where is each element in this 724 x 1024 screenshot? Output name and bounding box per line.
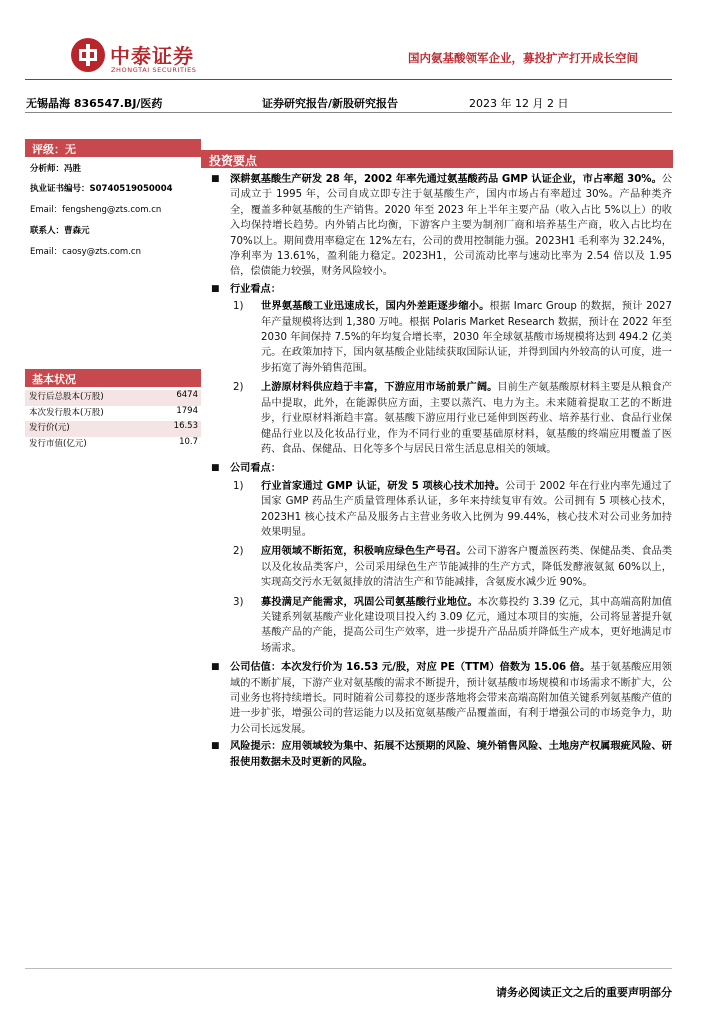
logo-text-cn: 中泰证券: [110, 44, 194, 68]
basic-info-table: [25, 390, 201, 452]
analyst-label: 分析师：: [30, 164, 65, 174]
company-logo-icon: [71, 38, 105, 72]
info-divider: [25, 112, 672, 113]
license-label: 执业证书编号：: [30, 184, 90, 194]
header-divider: [25, 79, 672, 80]
company-point-3: [204, 595, 672, 657]
table-row: [25, 421, 201, 437]
report-headline: 国内氨基酸领军企业，募投扩产打开成长空间: [408, 51, 638, 65]
report-type: 证券研究报告/新股研究报告: [262, 97, 399, 110]
point-number: 2): [233, 382, 244, 394]
row-value: 10.7: [179, 436, 198, 447]
footer-divider: [25, 968, 672, 969]
analyst-line: [30, 162, 81, 174]
industry-heading: 行业看点：: [230, 283, 281, 295]
point-heading: 募投满足产能需求，巩固公司氨基酸行业地位。: [261, 596, 478, 608]
industry-point-1: [204, 299, 672, 376]
overview-paragraph: [204, 172, 672, 280]
logo-text-en: ZHONGTAI SECURITIES: [111, 66, 197, 74]
basic-info-title: 基本状况: [25, 369, 201, 387]
row-value: 1794: [176, 405, 198, 416]
risk-heading: 风险提示：应用领域较为集中、拓展不达预期的风险、境外销售风险、土地房产权属瑕疵风险、研报使用数据未及时更新的风险。: [230, 741, 672, 768]
company-title: [204, 461, 672, 476]
industry-point-2: [204, 380, 672, 457]
contact-line: [30, 224, 90, 236]
overview-heading: 深耕氨基酸生产研发 28 年，2002 年率先通过氨基酸药品 GMP 认证企业，市占率超 30%。: [230, 174, 662, 185]
risk-paragraph: [204, 739, 672, 770]
industry-title: [204, 282, 672, 297]
valuation-text: 基于氨基酸应用领域的不断扩展，下游产业对氨基酸的需求不断提升，预计氨基酸市场规模和市场需求不断扩大，公司业务也将持续增长。同时随着公司募投的逐步落地将会带来高端高附加值关键系列氨基酸产值的进一步扩张，增强公司的营运能力以及拓宽氨基酸产品覆盖面，有利于增强公司的市场竞争力，助力公司长远发展。: [230, 662, 672, 735]
rating-bar: 评级：无: [25, 139, 201, 157]
license-line: [30, 182, 173, 194]
table-row: [25, 406, 201, 422]
company-point-2: [204, 544, 672, 590]
point-text: 公司下游客户覆盖医药类、保健品类、食品类以及化妆品类客户，公司采用绿色生产节能减排的生产方式，降低发酵液氨氮 60%以上，实现高交污水无氨氮排放的清洁生产和节能减排，含氨废水减少近 90%。: [261, 546, 672, 589]
point-heading: 世界氨基酸工业迅速成长，国内外差距逐步缩小。: [261, 301, 490, 313]
point-heading: 行业首家通过 GMP 认证，研发 5 项核心技术加持。: [261, 480, 506, 492]
section-title: 投资要点: [201, 150, 673, 168]
point-number: 2): [233, 546, 244, 558]
license-number: S0740519050004: [89, 184, 173, 194]
point-number: 3): [233, 596, 244, 608]
row-value: 6474: [176, 390, 198, 400]
point-heading: 应用领域不断拓宽，积极响应绿色生产号召。: [261, 546, 467, 558]
contact-label: 联系人：: [30, 226, 65, 236]
valuation-paragraph: [204, 660, 672, 737]
row-label: 发行价(元): [29, 423, 70, 433]
analyst-email[interactable]: Email：fengsheng@zts.com.cn: [30, 205, 162, 215]
report-date: 2023 年 12 月 2 日: [469, 97, 569, 110]
contact-email[interactable]: Email：caosy@zts.com.cn: [30, 247, 141, 257]
row-label: 发行后总股本(万股): [29, 392, 104, 402]
row-label: 本次发行股本(万股): [29, 407, 104, 418]
valuation-heading: 公司估值：本次发行价为 16.53 元/股，对应 PE（TTM）倍数为 15.06 倍。: [230, 662, 591, 674]
company-point-1: [204, 479, 672, 541]
contact-name: 曹森元: [64, 226, 90, 236]
point-text: 本次募投约 3.39 亿元，其中高端高附加值关键系列氨基酸产业化建设项目投入约 3.09 亿元，通过本项目的实施，公司将显著提升氨基酸产品的产能，提高公司生产效率，进一步提升产品品质并降低生产成本，更好地满足市场需求。: [261, 596, 672, 654]
company-heading: 公司看点：: [230, 463, 281, 475]
point-number: 1): [233, 480, 244, 492]
table-row: [25, 390, 201, 406]
point-text: 根据 Imarc Group 的数据，预计 2027 年产量规模将达到 1,380 万吨。根据 Polaris Market Research 数据，预计在 2022 年至 2030 年间保持 7.5%的年均复合增长率，2030 年全球氨基酸市场规模将达到 494.2 亿美元。在政策加持下，国内氨基酸企业陆续获取国际认证，并得到国内外较高的认可度，进一步拓宽了海外销售范围。: [261, 301, 672, 374]
footer-disclaimer: 请务必阅读正文之后的重要声明部分: [496, 986, 672, 999]
row-value: 16.53: [173, 421, 198, 431]
point-number: 1): [233, 301, 244, 313]
main-content: [204, 170, 672, 772]
analyst-name: 冯胜: [64, 164, 82, 174]
row-label: 发行市值(亿元): [29, 438, 87, 449]
table-row: [25, 437, 201, 453]
overview-text: 公司成立于 1995 年，公司自成立即专注于氨基酸生产，国内市场占有率超过 30%。产品种类齐全，覆盖多种氨基酸的生产销售。2020 年至 2023 年上半年主要产品（收入占比 5%以上）的收入均保持增长趋势。内外销占比均衡，下游客户主要为制剂厂商和培养基生产商，收入占比均在 70%以上。期间费用率稳定在 12%左右，公司的费用控制能力强。2023H1 毛利率为 32.24%，净利率为 13.61%，盈利能力稳定。2023H1，公司流动比率与速动比率为 2.54 倍以及 1.95 倍，偿债能力较强，财务风险较小。: [230, 174, 672, 278]
point-text: 公司于 2002 年在行业内率先通过了国家 GMP 药品生产质量管理体系认证，多年来持续复审有效。公司拥有 5 项核心技术，2023H1 核心技术产品及服务占主营业务收入比例为 99.44%，核心技术对公司业务加持效果明显。: [261, 480, 672, 538]
point-text: 目前生产氨基酸原材料主要是从粮食产品中提取，此外，在能源供应方面，主要以蒸汽、电力为主。未来随着提取工艺的不断进步，行业原材料渐趋丰富。氨基酸下游应用行业已延伸到医药业、培养基行业、食品行业保健品行业以及化妆品行业，作为不同行业的重要基础原材料，氨基酸的终端应用覆盖了医药、食品、保健品、日化等多个与居民日常生活息息相关的领域。: [261, 382, 672, 455]
stock-name: 无锡晶海 836547.BJ/医药: [26, 97, 163, 110]
point-heading: 上游原材料供应趋于丰富，下游应用市场前景广阔。: [261, 382, 498, 394]
